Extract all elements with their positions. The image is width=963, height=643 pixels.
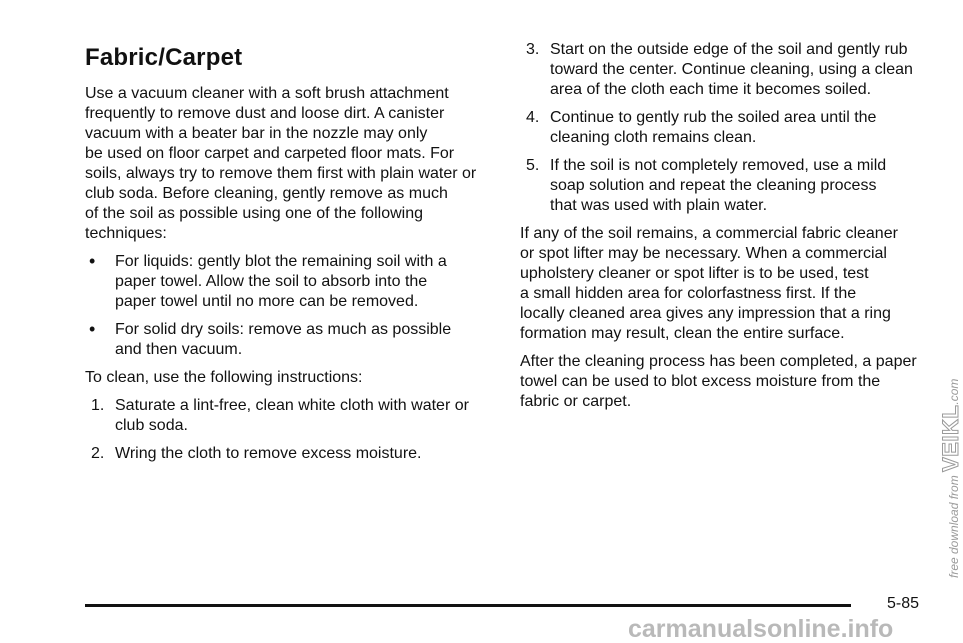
text-line: formation may result, clean the entire surface.: [520, 325, 845, 342]
text-line: paper towel until no more can be removed.: [115, 293, 419, 310]
step-4: [520, 108, 930, 148]
text-line: toward the center. Continue cleaning, using a clean: [550, 61, 913, 78]
step-1: [85, 396, 495, 436]
text-line: a small hidden area for colorfastness first. If the: [520, 285, 857, 302]
watermark-text: [938, 378, 963, 578]
step-number: 2.: [91, 445, 105, 462]
step-5: [520, 156, 930, 216]
right-column: [520, 40, 930, 420]
text-line: soap solution and repeat the cleaning process: [550, 177, 877, 194]
text-line: towel can be used to blot excess moisture from the: [520, 373, 881, 390]
step-number: 4.: [526, 109, 540, 126]
text-line: area of the cloth each time it becomes soiled.: [550, 81, 872, 98]
text-line: To clean, use the following instructions:: [85, 369, 363, 386]
text-line: paper towel. Allow the soil to absorb into the: [115, 273, 428, 290]
step-2: [85, 444, 495, 464]
text-line: upholstery cleaner or spot lifter is to be used, test: [520, 265, 869, 282]
text-line: Wring the cloth to remove excess moisture.: [115, 445, 422, 462]
text-line: Use a vacuum cleaner with a soft brush attachment: [85, 85, 449, 102]
text-line: vacuum with a beater bar in the nozzle may only: [85, 125, 428, 142]
step-number: 1.: [91, 397, 105, 414]
step-3: [520, 40, 930, 100]
step-number: 3.: [526, 41, 540, 58]
commercial-cleaner-paragraph: [520, 224, 930, 344]
blot-moisture-paragraph: [520, 352, 930, 412]
text-line: After the cleaning process has been completed, a paper: [520, 353, 917, 370]
page-number: 5-85: [887, 595, 920, 612]
text-line: of the soil as possible using one of the following: [85, 205, 423, 222]
text-line: locally cleaned area gives any impression that a ring: [520, 305, 891, 322]
text-line: techniques:: [85, 225, 167, 242]
step-number: 5.: [526, 157, 540, 174]
text-line: club soda.: [115, 417, 188, 434]
bullet-item-liquids: [85, 252, 495, 312]
text-line: Start on the outside edge of the soil and gently rub: [550, 41, 908, 58]
text-line: For solid dry soils: remove as much as possible: [115, 321, 452, 338]
intro-paragraph: [85, 84, 495, 244]
watermark-brand: VEIKL: [938, 404, 963, 472]
footer-rule: [85, 604, 851, 607]
bullet-icon: •: [89, 251, 96, 271]
instructions-intro: [85, 368, 495, 388]
text-line: cleaning cloth remains clean.: [550, 129, 757, 146]
footer-site-watermark: carmanualsonline.info: [628, 615, 894, 643]
bullet-item-solid-soils: [85, 320, 495, 360]
text-line: soils, always try to remove them first with plain water or: [85, 165, 477, 182]
watermark-prefix: free download from: [947, 475, 961, 578]
text-line: that was used with plain water.: [550, 197, 768, 214]
text-line: If the soil is not completely removed, use a mild: [550, 157, 887, 174]
watermark-suffix: .com: [947, 378, 961, 405]
text-line: be used on floor carpet and carpeted floor mats. For: [85, 145, 455, 162]
text-line: Saturate a lint-free, clean white cloth with water or: [115, 397, 469, 414]
page-title: Fabric/Carpet: [85, 44, 243, 71]
text-line: fabric or carpet.: [520, 393, 632, 410]
text-line: For liquids: gently blot the remaining soil with a: [115, 253, 447, 270]
bullet-icon: •: [89, 319, 96, 339]
text-line: club soda. Before cleaning, gently remove as much: [85, 185, 448, 202]
left-column: [85, 40, 495, 472]
text-line: Continue to gently rub the soiled area until the: [550, 109, 877, 126]
text-line: and then vacuum.: [115, 341, 243, 358]
text-line: If any of the soil remains, a commercial fabric cleaner: [520, 225, 898, 242]
text-line: frequently to remove dust and loose dirt. A canister: [85, 105, 445, 122]
text-line: or spot lifter may be necessary. When a commercial: [520, 245, 887, 262]
